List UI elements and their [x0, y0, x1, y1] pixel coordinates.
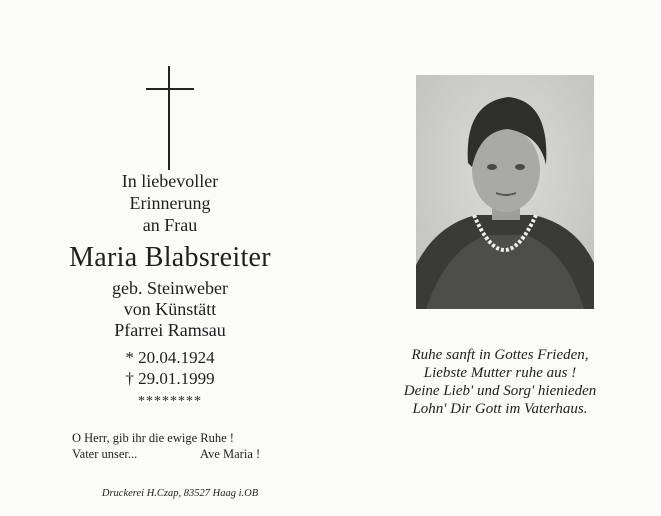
deceased-name: Maria Blabsreiter: [69, 242, 271, 273]
verse-line-2: Liebste Mutter ruhe aus !: [423, 365, 577, 381]
prayer-line-1: O Herr, gib ihr die ewige Ruhe !: [72, 431, 234, 445]
verse-line-4: Lohn' Dir Gott im Vaterhaus.: [412, 401, 588, 417]
origin: von Künstätt: [123, 299, 217, 319]
prayer-vater-unser: Vater unser...: [72, 447, 138, 461]
prayer-ave-maria: Ave Maria !: [200, 447, 261, 461]
birth-date: * 20.04.1924: [125, 348, 215, 367]
birth-name: geb. Steinweber: [112, 278, 228, 298]
verse-line-1: Ruhe sanft in Gottes Frieden,: [411, 347, 589, 363]
intro-line-1: In liebevoller: [121, 171, 219, 191]
intro-line-3: an Frau: [142, 215, 198, 235]
printer-credit: Druckerei H.Czap, 83527 Haag i.OB: [101, 488, 259, 499]
intro-line-2: Erinnerung: [129, 193, 211, 213]
death-date: † 29.01.1999: [125, 369, 215, 388]
parish: Pfarrei Ramsau: [114, 320, 226, 340]
separator: ********: [138, 394, 202, 409]
cross-icon: [146, 66, 194, 170]
verse-line-3: Deine Lieb' und Sorg' hienieden: [403, 383, 597, 399]
portrait-photo: [416, 75, 594, 309]
